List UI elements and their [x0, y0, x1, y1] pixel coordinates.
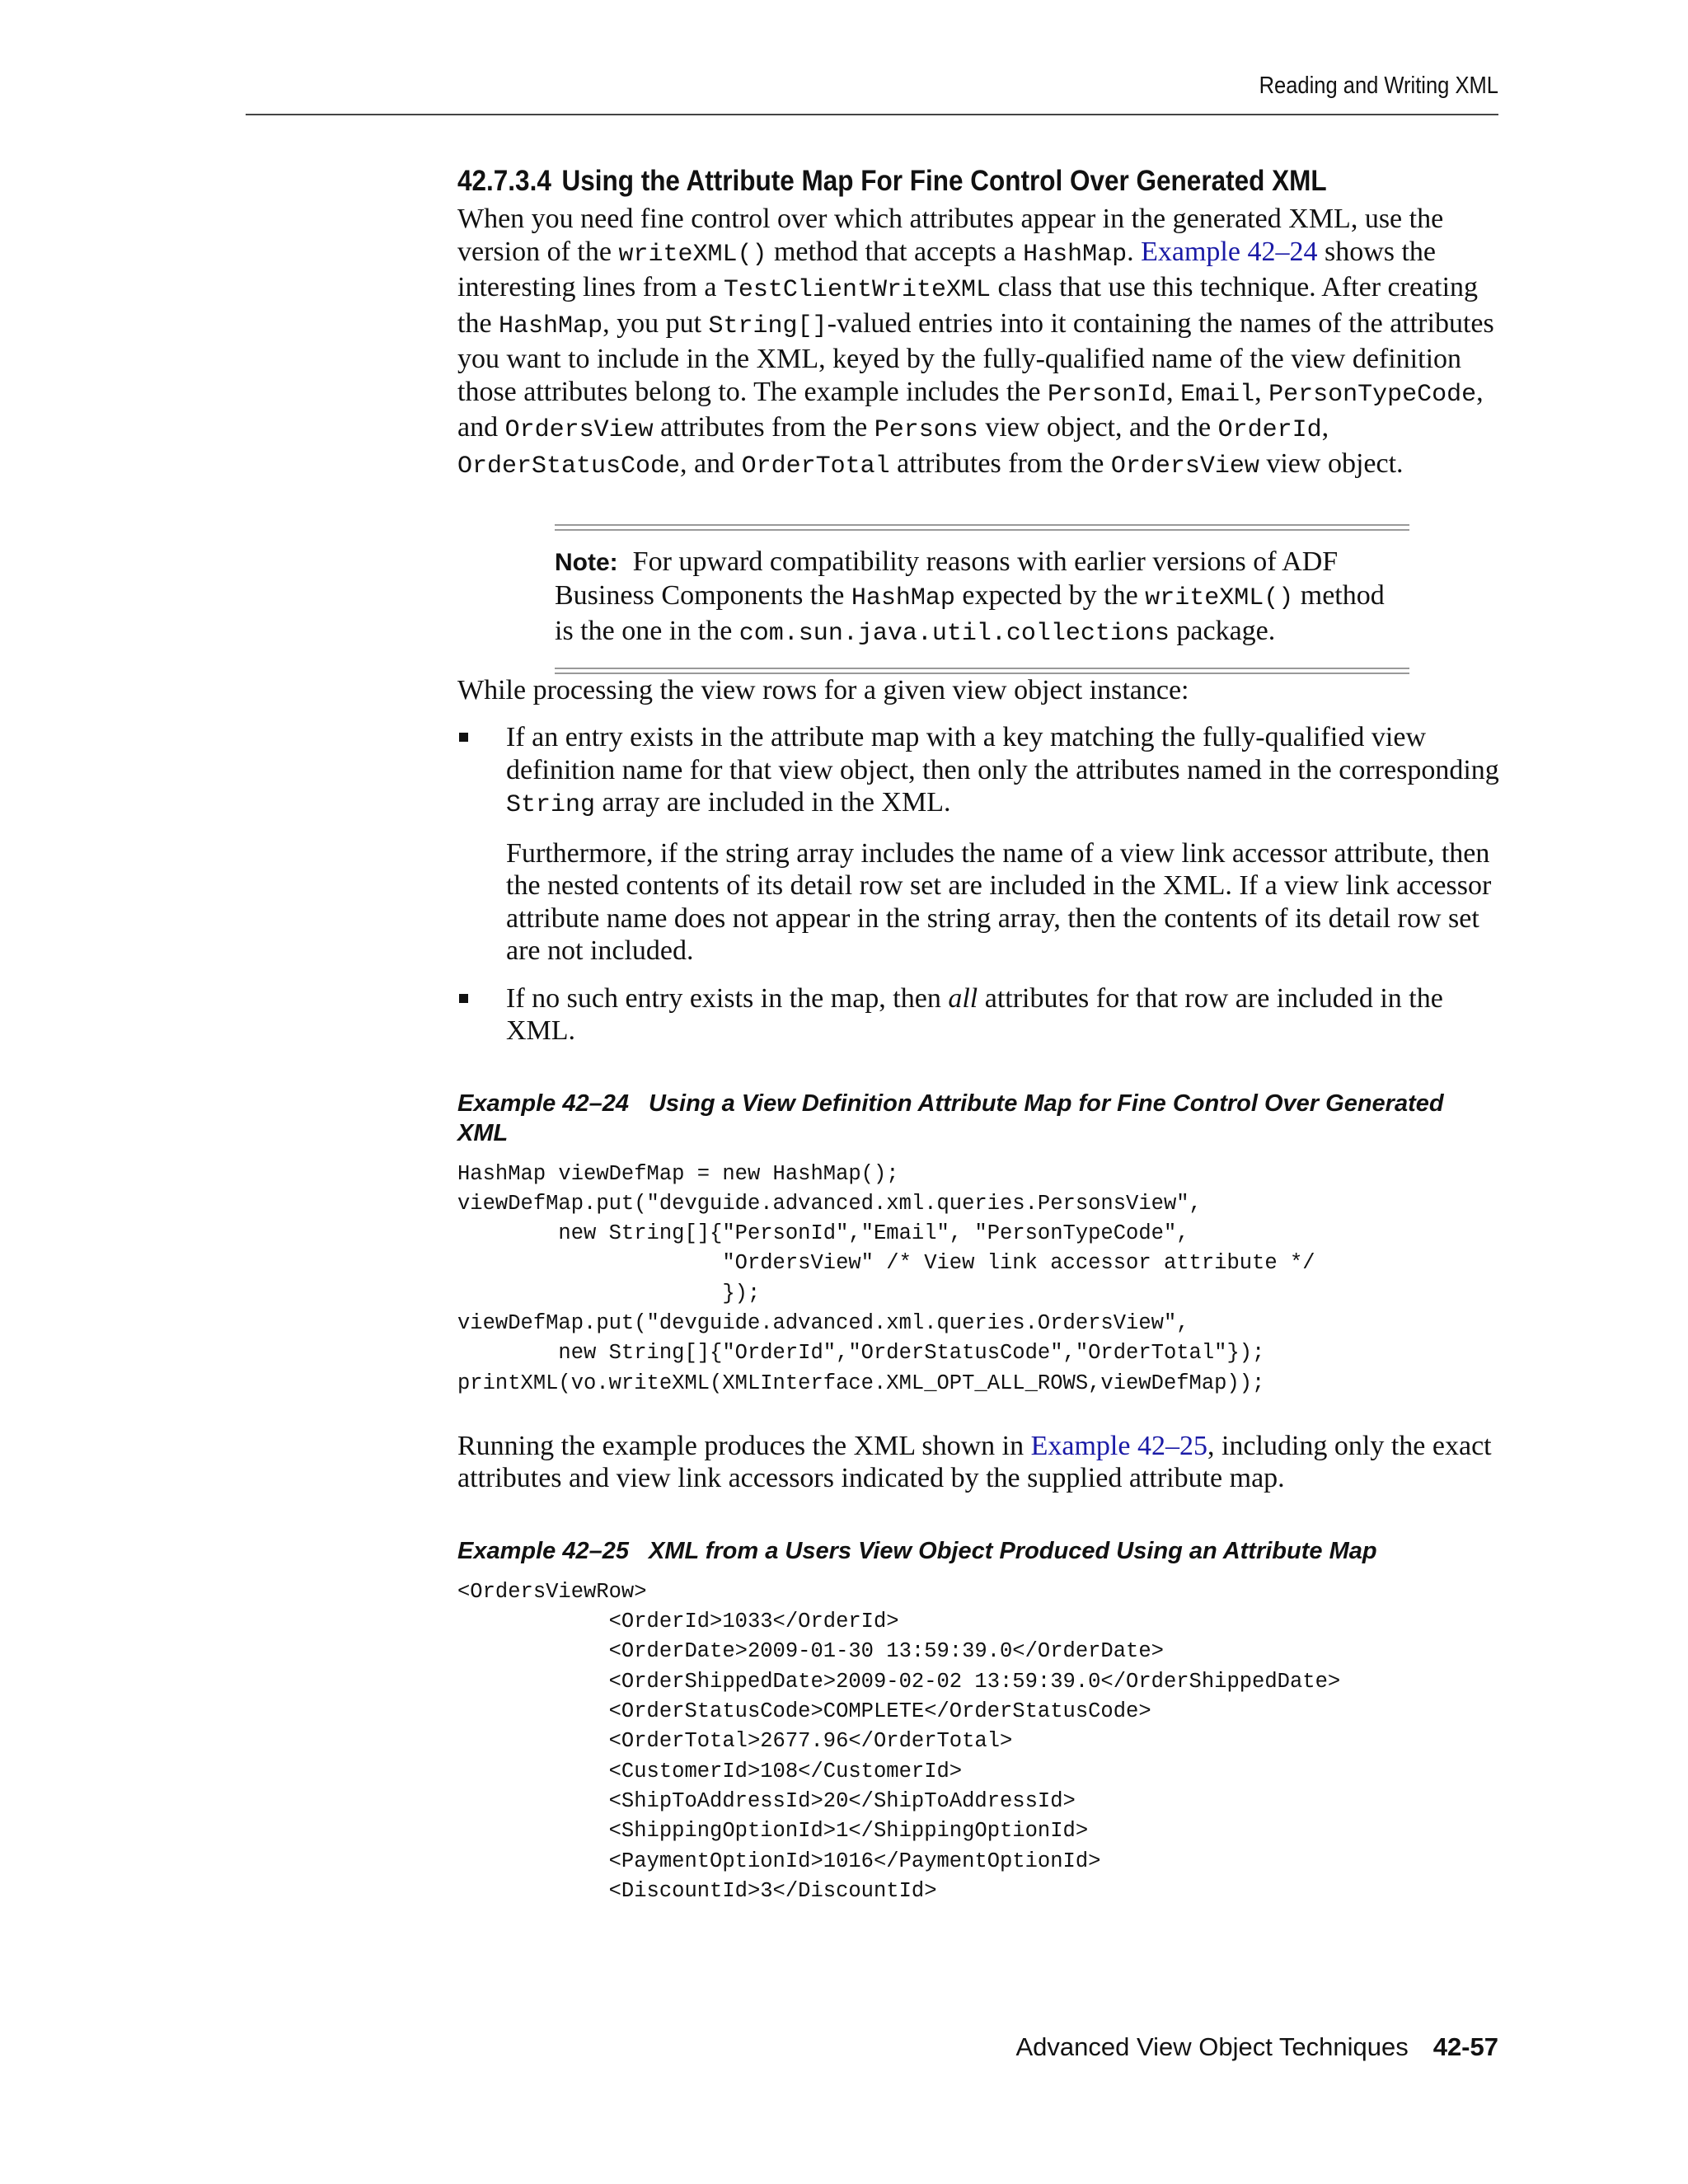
code-run: OrderId: [1217, 416, 1322, 444]
example-number: Example 42–24: [457, 1090, 629, 1117]
text-run: method that accepts a: [767, 236, 1024, 267]
code-run: HashMap: [851, 583, 955, 612]
code-run: String[]: [708, 312, 828, 340]
text-run: When you need fine control over which attributes appear in the generated XML, use the version of the: [457, 204, 1444, 267]
page-number: 42-57: [1432, 2032, 1498, 2061]
text-run: -valued entries into it containing the names of the attributes you want to include in the XML, keyed by the fully-qualified name of the view definition those attributes belong to. The example includes the: [457, 307, 1494, 407]
note-bottom-rule: [555, 668, 1409, 674]
running-head-title: Reading and Writing XML: [1259, 73, 1498, 99]
code-run: HashMap: [1023, 240, 1128, 269]
header-rule: [246, 114, 1498, 115]
text-run: method is the one in the: [555, 579, 1385, 646]
text-run: For upward compatibility reasons with earlier versions of ADF Business Components the: [555, 546, 1339, 611]
example-number: Example 42–25: [457, 1537, 629, 1564]
code-run: OrderTotal: [741, 452, 890, 480]
text-run: .: [1127, 236, 1142, 267]
code-run: writeXML(): [618, 240, 767, 269]
code-run: OrdersView: [1110, 452, 1259, 480]
bullet-square-icon: [459, 733, 468, 742]
note-text: [555, 531, 1409, 668]
code-run: Persons: [874, 416, 978, 444]
footer-chapter: Advanced View Object Techniques: [1015, 2032, 1409, 2061]
code-run: PersonId: [1048, 380, 1167, 409]
code-run: PersonTypeCode: [1268, 380, 1477, 409]
bullet-paragraph: [506, 721, 1500, 823]
text-run: array are included in the XML.: [595, 787, 951, 818]
code-run: TestClientWriteXML: [723, 276, 991, 304]
text-run: class that use this technique. After creating the: [457, 272, 1479, 339]
text-run: If an entry exists in the attribute map with a key matching the fully-qualified view definition name for that view object, then only the attributes named in the corresponding: [506, 722, 1499, 785]
text-run: attributes from the: [889, 448, 1111, 479]
text-run: package.: [1169, 616, 1276, 646]
note-box: [555, 524, 1409, 674]
list-item: [457, 982, 1500, 1047]
bullet-paragraph: [506, 982, 1500, 1047]
text-run: view object, and the: [978, 412, 1218, 443]
bullet-list: [457, 721, 1500, 1047]
code-run: String: [506, 791, 596, 819]
note-top-rule: [555, 524, 1409, 531]
code-block-example-42-24: HashMap viewDefMap = new HashMap(); viewDefMap.put("devguide.advanced.xml.queries.PersonsView", new String[]{"PersonId","Email", "PersonTypeCode", "OrdersView" /* View link accessor attribute */ }); viewDefMap.put("devguide.advanced.xml.queries.OrdersView", new String[]{"OrderId","OrderStatusCode","OrderTotal"}); printXML(vo.writeXML(XMLInterface.XML_OPT_ALL_ROWS,viewDefMap));: [457, 1161, 1315, 1395]
text-run: expected by the: [954, 579, 1146, 611]
code-block-example-42-25: <OrdersViewRow> <OrderId>1033</OrderId> <OrderDate>2009-01-30 13:59:39.0</OrderDate> <OrderShippedDate>2009-02-02 13:59:39.0</OrderShippedDate> <OrderStatusCode>COMPLETE</OrderStatusCode> <OrderTotal>2677.96</OrderTotal> <CustomerId>108</CustomerId> <ShipToAddressId>20</ShipToAddressId> <ShippingOptionId>1</ShippingOptionId> <PaymentOptionId>1016</PaymentOptionId> <DiscountId>3</DiscountId>: [457, 1579, 1341, 1903]
code-run: Email: [1180, 380, 1255, 409]
code-run: writeXML(): [1145, 583, 1294, 612]
text-run: ,: [1321, 412, 1329, 443]
example-42-24-link[interactable]: Example 42–24: [1141, 236, 1318, 267]
example-42-25-title: [457, 1536, 1500, 1566]
text-run: ,: [1166, 376, 1181, 407]
note-label: Note:: [555, 549, 618, 576]
text-run: view object.: [1259, 448, 1404, 479]
text-run: , and: [457, 376, 1484, 443]
section-title: Using the Attribute Map For Fine Control Over Generated XML: [561, 165, 1327, 197]
section-heading: [457, 165, 1396, 198]
example-42-24-title: [457, 1089, 1500, 1148]
emphasis-run: all: [948, 982, 978, 1014]
example-caption: XML from a Users View Object Produced Using an Attribute Map: [648, 1537, 1377, 1564]
text-run: , you put: [603, 307, 709, 339]
text-run: ,: [1254, 376, 1269, 407]
text-run: shows the interesting lines from a: [457, 236, 1437, 302]
code-run: HashMap: [499, 312, 603, 340]
example-caption: Using a View Definition Attribute Map for Fine Control Over Generated XML: [457, 1090, 1444, 1146]
text-run: attributes from the: [653, 412, 874, 443]
page-footer: [1015, 2032, 1498, 2062]
code-run: OrderStatusCode: [457, 452, 681, 480]
text-run: Running the example produces the XML shown in: [457, 1430, 1031, 1461]
text-run: , and: [680, 448, 742, 479]
section-number: 42.7.3.4: [457, 165, 551, 197]
text-run: attributes for that row are included in the XML.: [506, 982, 1443, 1046]
page-content: [457, 165, 1500, 1906]
intro-paragraph: [457, 203, 1500, 483]
code-run: com.sun.java.util.collections: [738, 620, 1170, 648]
bullet-subparagraph: Furthermore, if the string array includes the name of a view link accessor attribute, then the nested contents of its detail row set are included in the XML. If a view link accessor attribute name does not appear in the string array, then the contents of its detail row set are not included.: [506, 837, 1492, 966]
bullet-square-icon: [459, 994, 468, 1003]
text-run: , including only the exact attributes and view link accessors indicated by the supplied attribute map.: [457, 1430, 1492, 1494]
text-run: If no such entry exists in the map, then: [506, 982, 949, 1014]
running-paragraph: [457, 1430, 1500, 1495]
example-42-25-link[interactable]: Example 42–25: [1030, 1430, 1207, 1461]
code-run: OrdersView: [504, 416, 654, 444]
processing-lead: While processing the view rows for a given view object instance:: [457, 674, 1189, 705]
list-item: [457, 721, 1500, 968]
